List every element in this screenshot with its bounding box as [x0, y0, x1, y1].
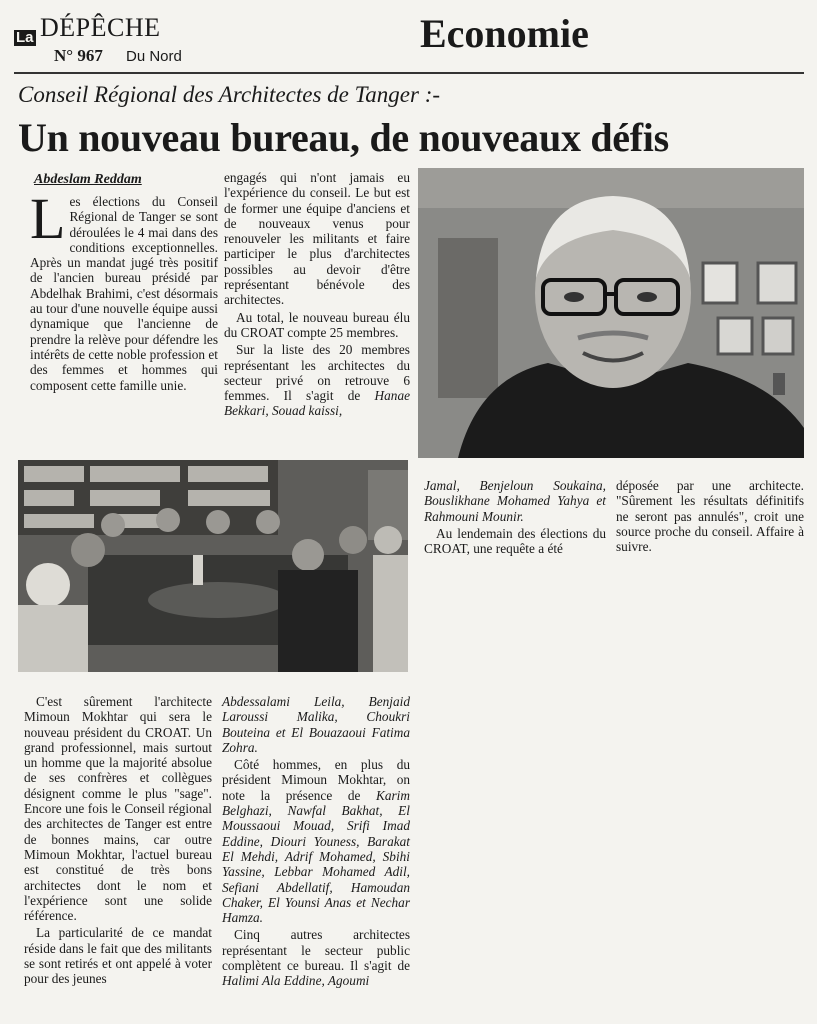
byline: Abdeslam Reddam: [34, 172, 142, 187]
kicker: Conseil Régional des Architectes de Tanger :-: [18, 82, 441, 107]
col1-bottom-p2: La particularité de ce mandat réside dans le fait que des militants se sont retirés et ont appelé à voter pour des jeunes: [24, 925, 212, 987]
meeting-photo: [18, 460, 408, 672]
dropcap: L: [30, 186, 66, 251]
col4-text: déposée par une architecte. "Sûrement les résultats définitifs ne seront pas annulés", croit une source proche du conseil. Affaire à suivre.: [616, 478, 804, 555]
col2-p1: engagés qui n'ont jamais eu l'expérience du conseil. Le but est de former une équipe d'anciens et de nouveaux venus pour renouveler les militants et faire participer le plus d'architectes possibles au devoir d'être représentant bénévole des architectes.: [224, 170, 410, 308]
col3: [424, 478, 606, 568]
col2b-men-names: Karim Belghazi, Nawfal Bakhat, El Moussaoui Mouad, Srifi Imad Eddine, Diouri Youness, Barakat El Mehdi, Adrif Mohamed, Sbihi Yassine, Lebbar Mohamed Adil, Sefiani Abdellatif, Hamoudan Chaker, El Younsi Anas et Nechar Hamza.: [222, 787, 410, 926]
col3-names: Jamal, Benjeloun Soukaina, Bouslikhane Mohamed Yahya et Rahmouni Mounir.: [424, 478, 606, 524]
masthead-title: DÉPÊCHE: [40, 13, 161, 42]
col2b-public-names: Halimi Ala Eddine, Agoumi: [222, 973, 370, 989]
col2b-public-intro: Cinq autres architectes représentant le secteur public complètent ce bureau. Il s'agit de: [222, 927, 410, 974]
portrait-photo: [418, 168, 804, 458]
section-title: Economie: [420, 11, 589, 56]
col1-bottom: [24, 694, 212, 1019]
masthead-la: La: [16, 29, 34, 46]
col1-intro: [30, 186, 218, 449]
col2-bottom: [222, 694, 410, 1019]
masthead-region: Du Nord: [126, 48, 182, 65]
col4: [616, 478, 804, 568]
col2-top: [224, 170, 410, 455]
header-rule: [14, 72, 804, 74]
col2-p2: Au total, le nouveau bureau élu du CROAT compte 25 membres.: [224, 309, 410, 340]
issue-number: N° 967: [54, 46, 103, 65]
col1-bottom-p1: C'est sûrement l'architecte Mimoun Mokhtar qui sera le nouveau président du CROAT. Un grand professionnel, mais surtout un homme que la majorité absolue de ses confrères et collègues désignent comme le plus "sage". Encore une fois le Conseil régional des architectes de Tanger est entre de bonnes mains, car outre Mimoun Mokhtar, l'actuel bureau est constitué de très bons architectes dont le nom et l'expérience sont une solide référence.: [24, 694, 212, 924]
section-title-wrap: [420, 10, 805, 58]
col2-names: Hanae Bekkari, Souad kaissi,: [224, 388, 410, 419]
col1-intro-text: es élections du Conseil Régional de Tanger se sont déroulées le 4 mai dans des conditions exceptionnelles. Après un mandat jugé très positif de l'ancien bureau présidé par Abdelhak Brahimi, c'est désormais au tour d'une nouvelle équipe aussi dynamique que l'ancienne de prendre la relève pour défendre les intérêts de cette noble profession et des femmes et hommes qui composent cette famille unie.: [30, 194, 218, 393]
col2b-women-names: Abdessalami Leila, Benjaid Laroussi Malika, Choukri Bouteina et El Bouazaoui Fatima Zohra.: [222, 694, 410, 755]
headline: Un nouveau bureau, de nouveaux défis: [18, 115, 669, 160]
col2-p3: Sur la liste des 20 membres représentant les architectes du secteur privé on retrouve 6 femmes. Il s'agit de: [224, 342, 410, 404]
col2b-men-intro: Côté hommes, en plus du président Mimoun Mokhtar, on note la présence de: [222, 757, 410, 803]
newspaper-masthead: [14, 8, 214, 68]
col3-p2: Au lendemain des élections du CROAT, une requête a été: [424, 525, 606, 557]
